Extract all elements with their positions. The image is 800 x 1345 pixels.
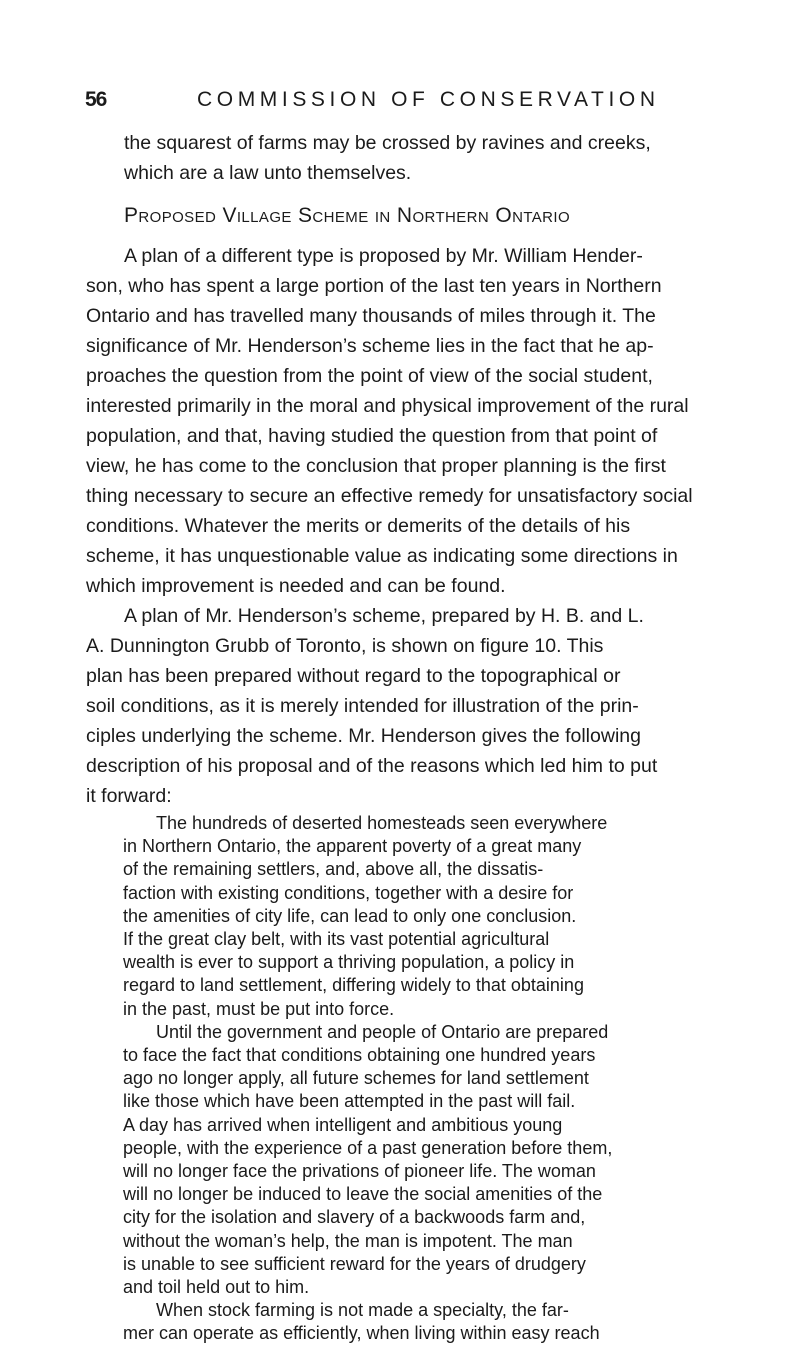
text-line: which are a law unto themselves.: [124, 162, 412, 184]
quote-line: wealth is ever to support a thriving population, a policy in: [123, 952, 575, 973]
quote-line: is unable to see sufficient reward for the years of drudgery: [123, 1253, 586, 1274]
text-line: A. Dunnington Grubb of Toronto, is shown on figure 10. This: [86, 635, 604, 657]
quote-line: city for the isolation and slavery of a backwoods farm and,: [123, 1207, 586, 1228]
text-line: soil conditions, as it is merely intended for illustration of the prin-: [86, 695, 639, 717]
quote-line: in Northern Ontario, the apparent poverty of a great many: [123, 836, 582, 857]
text-line: plan has been prepared without regard to the topographical or: [86, 665, 621, 687]
quote-line: If the great clay belt, with its vast potential agricultural: [123, 929, 550, 949]
quote-line: When stock farming is not made a specialty, the far-: [156, 1300, 569, 1321]
quote-line: will no longer be induced to leave the social amenities of the: [123, 1184, 603, 1205]
quote-line: A day has arrived when intelligent and ambitious young: [123, 1114, 563, 1135]
page-number: 56: [85, 88, 107, 111]
quote-line: faction with existing conditions, together with a desire for: [123, 882, 574, 903]
text-line: conditions. Whatever the merits or demerits of the details of his: [86, 515, 631, 537]
text-line: population, and that, having studied the question from that point of: [86, 425, 658, 447]
quote-line: ago no longer apply, all future schemes for land settlement: [123, 1068, 589, 1089]
text-line: A plan of Mr. Henderson’s scheme, prepared by H. B. and L.: [124, 605, 644, 627]
text-line: view, he has come to the conclusion that proper planning is the first: [86, 455, 666, 477]
quote-line: of the remaining settlers, and, above all, the dissatis-: [123, 859, 544, 880]
quote-line: Until the government and people of Ontario are prepared: [156, 1021, 609, 1042]
text-line: significance of Mr. Henderson’s scheme lies in the fact that he ap-: [86, 335, 654, 357]
text-line: son, who has spent a large portion of the last ten years in Northern: [86, 275, 662, 297]
quote-line: the amenities of city life, can lead to only one conclusion.: [123, 905, 577, 926]
running-head-title: COMMISSION OF CONSERVATION: [197, 88, 660, 111]
text-line: proaches the question from the point of view of the social student,: [86, 365, 653, 387]
quote-line: mer can operate as efficiently, when living within easy reach: [123, 1323, 600, 1344]
running-head: [0, 88, 800, 118]
text-line: ciples underlying the scheme. Mr. Henderson gives the following: [86, 725, 641, 747]
text-line: which improvement is needed and can be found.: [86, 575, 506, 597]
quote-line: will no longer face the privations of pioneer life. The woman: [123, 1161, 596, 1181]
text-line: Ontario and has travelled many thousands of miles through it. The: [86, 305, 656, 327]
quote-line: in the past, must be put into force.: [123, 998, 395, 1019]
text-line: the squarest of farms may be crossed by ravines and creeks,: [124, 132, 651, 154]
quote-line: to face the fact that conditions obtaining one hundred years: [123, 1045, 596, 1065]
quote-line: like those which have been attempted in the past will fail.: [123, 1091, 576, 1112]
quote-line: people, with the experience of a past generation before them,: [123, 1137, 613, 1158]
quote-line: regard to land settlement, differing widely to that obtaining: [123, 975, 584, 996]
text-line: interested primarily in the moral and physical improvement of the rural: [86, 395, 689, 417]
text-line: description of his proposal and of the reasons which led him to put: [86, 755, 658, 777]
text-line: A plan of a different type is proposed by Mr. William Hender-: [124, 245, 643, 267]
text-line: it forward:: [86, 785, 172, 807]
quote-line: and toil held out to him.: [123, 1277, 310, 1297]
quote-line: The hundreds of deserted homesteads seen everywhere: [156, 813, 608, 833]
section-heading: Proposed Village Scheme in Northern Ontario: [124, 204, 571, 227]
quote-line: without the woman’s help, the man is impotent. The man: [123, 1230, 573, 1251]
text-line: thing necessary to secure an effective remedy for unsatisfactory social: [86, 485, 693, 507]
text-line: scheme, it has unquestionable value as indicating some directions in: [86, 545, 678, 567]
